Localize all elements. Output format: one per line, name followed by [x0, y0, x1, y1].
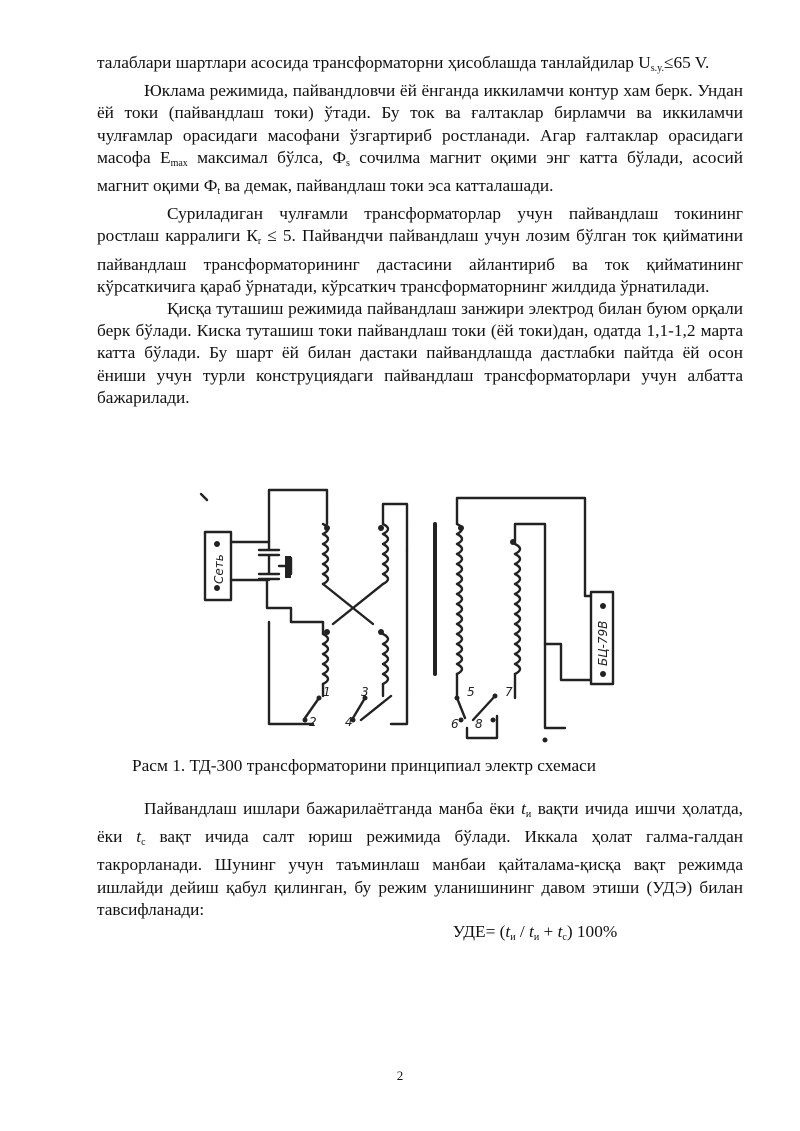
wire: [457, 498, 585, 596]
terminal-label: 7: [505, 685, 513, 699]
subscript: r: [257, 236, 262, 248]
mark-stroke: [201, 494, 207, 500]
paragraph-load-mode: Юклама режимида, пайвандловчи ёй ёнганда иккиламчи контур хам берк. Ундан ёй токи (пайвандлаш токи) ўтади. Бу ток ва ғалтаклар бирламчи ва иккиламчи чулғамлар орасидаги масофани ўзгартириб ростланади. Агар ғалтаклар орасидаги масофа $Е_{max}$ максимал бўлса, $Ф_s$ сочилма магнит оқими энг катта бўлади, асосий магнит оқими $Ф_t$ ва демак, пайвандлаш токи эса катталашади.: [97, 81, 743, 198]
subscript: s: [346, 157, 350, 169]
transformer-schematic: [195, 484, 635, 754]
capacitor: [259, 542, 279, 580]
figure-caption: Расм 1. ТД-300 трансформаторини принципиал электр схемаси: [132, 756, 597, 775]
subscript: и: [510, 932, 516, 944]
primary-coil-lower-right: [383, 634, 388, 684]
secondary-coil-right: [515, 544, 520, 674]
body-text-lower: [97, 798, 743, 949]
subscript: с: [562, 932, 567, 944]
terminal-label: 8: [475, 717, 483, 731]
page-number: 2: [396, 1068, 404, 1083]
switch-left: [269, 622, 319, 724]
paragraph-continuation: талаблари шартлари асосида трансформаторни ҳисоблашда танлайдилар $U_{s.y.}\le 65$ V.: [97, 53, 710, 74]
primary-coil-upper-right: [383, 524, 388, 584]
terminal-label: 4: [345, 715, 353, 729]
primary-coil-upper-left: [323, 524, 328, 584]
subscript: t: [217, 186, 221, 198]
wire-cross: [323, 584, 373, 624]
schematic-drawing: [195, 484, 635, 754]
secondary-coil-left: [457, 524, 462, 674]
wire-cross: [333, 584, 383, 624]
terminal-label: 1: [323, 685, 331, 699]
wire: [515, 524, 565, 728]
formula: $УДЕ= (t_и / t_и + t_с)$ 100%: [452, 922, 618, 944]
terminal-label: 5: [467, 685, 475, 699]
subscript: и: [525, 809, 532, 820]
meter-label: БЦ-79В: [596, 620, 610, 666]
terminal-label: 6: [451, 717, 459, 731]
primary-coil-lower-left: [323, 634, 328, 684]
wire: [231, 490, 327, 542]
mains-label: Сеть: [212, 554, 226, 584]
paragraph-regulation: Суриладиган чулғамли трансформаторлар учун пайвандлаш токининг ростлаш карралиги $К_r \le 5$. Пайвандчи пайвандлаш учун лозим бўлган ток қийматини пайвандлаш трансформаторининг дастасини айлантириб ва ток қийматининг кўрсаткичига қараб ўрнатади, кўрсаткич трансформаторнинг жилдида ўрнатилади.: [97, 204, 743, 296]
paragraph-short-circuit: Қисқа туташиш режимида пайвандлаш занжири электрод билан буюм орқали берк бўлади. Киска туташиш токи пайвандлаш токи (ёй токи)дан, одатда 1,1-1,2 марта катта бўлади. Бу шарт ёй билан дастаки пайвандлашда дастлабки пайтда ёй осон ёниши учун турли конструциядаги пайвандлаш трансформаторлари учун албатта бажарилади.: [97, 299, 743, 407]
wire: [291, 622, 323, 634]
body-text: [97, 52, 743, 409]
terminal-label: 2: [309, 715, 317, 729]
subscript: с: [141, 837, 146, 849]
wire: [323, 684, 383, 696]
wire: [327, 504, 407, 550]
paragraph-duty-cycle: Пайвандлаш ишлари бажарилаётганда манба ёки $t_и$ вақти ичида ишчи ҳолатда, ёки $t_с$ вақт ичида салт юриш режимида бўлади. Иккала ҳолат галма-галдан такрорланади. Шунинг учун таъминлаш манбаи қайталама-қисқа вақт режимда ишлайди дейиш қабул қилинган, бу режим уланишининг давом этиши (УДЭ) билан тавсифланади:: [97, 799, 744, 919]
subscript: max: [170, 157, 188, 169]
subscript: и: [533, 932, 540, 944]
terminal-label: 3: [361, 685, 369, 699]
subscript: s.y.: [650, 63, 664, 74]
terminal-dots: [214, 525, 606, 743]
wire: [545, 596, 591, 680]
wire: [231, 580, 291, 622]
